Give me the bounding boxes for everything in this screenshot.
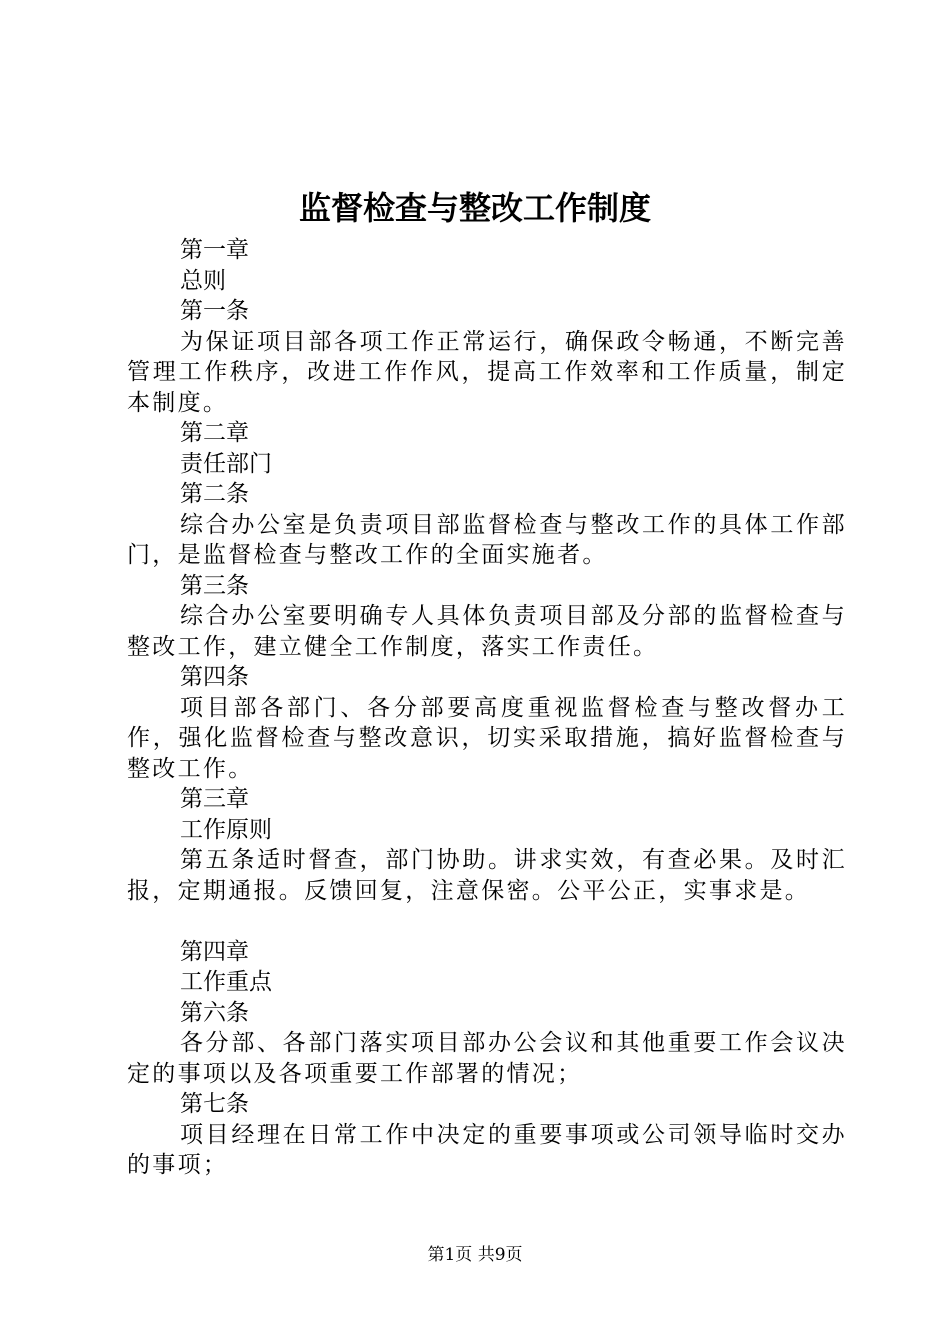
document-body <box>127 235 847 1181</box>
chapter-heading: 第二章 <box>180 420 249 446</box>
chapter-title: 总则 <box>180 267 226 294</box>
article-paragraph: 综合办公室是负责项目部监督检查与整改工作的具体工作部门，是监督检查与整改工作的全面实施者。 <box>127 511 847 568</box>
article-paragraph: 各分部、各部门落实项目部办公会议和其他重要工作会议决定的事项以及各项重要工作部署的情况； <box>127 1030 847 1087</box>
chapter-title: 工作重点 <box>180 969 272 995</box>
article-paragraph: 第五条适时督查，部门协助。讲求实效，有查必果。及时汇报，定期通报。反馈回复，注意保密。公平公正，实事求是。 <box>127 847 847 904</box>
article-paragraph: 为保证项目部各项工作正常运行，确保政令畅通，不断完善管理工作秩序，改进工作作风，提高工作效率和工作质量，制定本制度。 <box>127 328 847 416</box>
chapter-title: 责任部门 <box>180 450 272 477</box>
article-heading: 第六条 <box>180 999 249 1026</box>
article-paragraph: 项目部各部门、各分部要高度重视监督检查与整改督办工作，强化监督检查与整改意识，切实采取措施，搞好监督检查与整改工作。 <box>127 694 847 782</box>
article-heading: 第三条 <box>180 572 249 599</box>
article-paragraph: 综合办公室要明确专人具体负责项目部及分部的监督检查与整改工作，建立健全工作制度，落实工作责任。 <box>127 603 847 660</box>
article-heading: 第四条 <box>180 664 249 690</box>
document-title: 监督检查与整改工作制度 <box>298 189 651 227</box>
chapter-heading: 第一章 <box>180 237 249 263</box>
article-heading: 第七条 <box>180 1091 249 1117</box>
page-number-footer: 第1页 共9页 <box>427 1245 523 1265</box>
chapter-heading: 第三章 <box>180 786 249 812</box>
blank-line <box>127 906 847 937</box>
chapter-heading: 第四章 <box>180 938 249 965</box>
article-heading: 第一条 <box>180 298 249 324</box>
article-heading: 第二条 <box>180 481 249 507</box>
chapter-title: 工作原则 <box>180 816 272 843</box>
article-paragraph: 项目经理在日常工作中决定的重要事项或公司领导临时交办的事项； <box>127 1121 847 1178</box>
